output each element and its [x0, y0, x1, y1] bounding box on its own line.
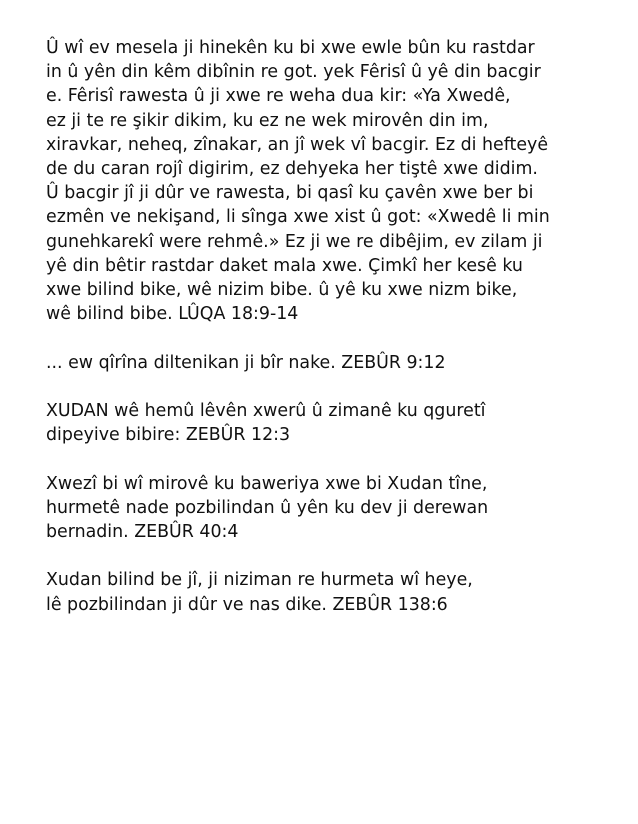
paragraph-luke-18 — [46, 36, 616, 326]
text-line: in û yên din kêm dibînin re got. yek Fêrisî û yê din bacgir — [46, 62, 541, 83]
text-line: ez ji te re şikir dikim, ku ez ne wek mirovên din im, — [46, 110, 489, 131]
text-line: e. Fêrisî rawesta û ji xwe re weha dua kir: «Ya Xwedê, — [46, 86, 511, 107]
text-line: Û bacgir jî ji dûr ve rawesta, bi qasî ku çavên xwe ber bi — [46, 183, 534, 204]
text-line: yê din bêtir rastdar daket mala xwe. Çimkî her kesê ku — [46, 255, 523, 276]
text-line: dipeyive bibire: ZEBÛR 12:3 — [46, 425, 291, 446]
text-line: xiravkar, neheq, zînakar, an jî wek vî bacgir. Ez di hefteyê — [46, 134, 549, 155]
document-page — [46, 36, 616, 641]
paragraph-psalm-40 — [46, 472, 616, 545]
text-line: gunehkarekî were rehmê.» Ez ji we re dibêjim, ev zilam ji — [46, 231, 543, 252]
text-line: Xwezî bi wî mirovê ku baweriya xwe bi Xudan tîne, — [46, 473, 488, 494]
text-line: Xudan bilind be jî, ji niziman re hurmeta wî heye, — [46, 570, 473, 591]
paragraph-psalm-138 — [46, 568, 616, 616]
text-line: Û wî ev mesela ji hinekên ku bi xwe ewle bûn ku rastdar — [46, 38, 535, 58]
text-line: XUDAN wê hemû lêvên xwerû û zimanê ku qguretî — [46, 401, 486, 422]
text-line: xwe bilind bike, wê nizim bibe. û yê ku xwe nizm bike, — [46, 280, 518, 301]
paragraph-psalm-9 — [46, 351, 616, 375]
paragraph-psalm-12 — [46, 399, 616, 447]
text-line: lê pozbilindan ji dûr ve nas dike. ZEBÛR 138:6 — [46, 594, 448, 615]
text-line: ... ew qîrîna diltenikan ji bîr nake. ZEBÛR 9:12 — [46, 352, 446, 373]
text-line: ezmên ve nekişand, li sînga xwe xist û got: «Xwedê li min — [46, 207, 550, 228]
text-line: de du caran rojî digirim, ez dehyeka her tiştê xwe didim. — [46, 159, 538, 180]
text-line: wê bilind bibe. LÛQA 18:9-14 — [46, 304, 299, 325]
text-line: bernadin. ZEBÛR 40:4 — [46, 522, 239, 543]
text-line: hurmetê nade pozbilindan û yên ku dev ji derewan — [46, 497, 489, 518]
